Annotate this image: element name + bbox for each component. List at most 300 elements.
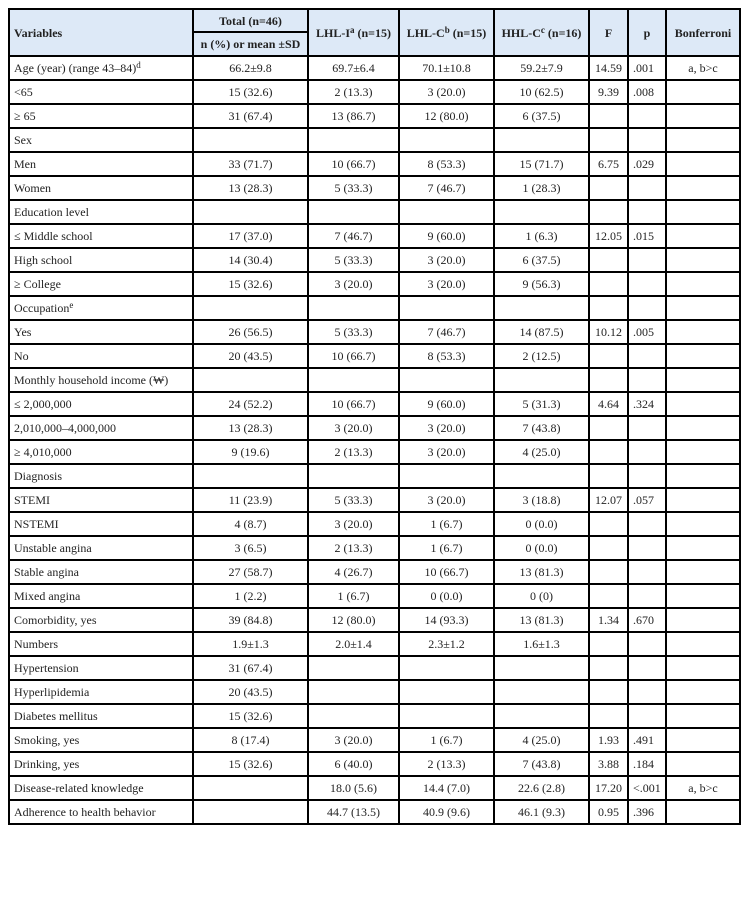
cell-p: .029: [628, 152, 666, 176]
cell-bonferroni: [666, 560, 740, 584]
cell-p: [628, 368, 666, 392]
cell-variable: [9, 704, 193, 728]
table-row: [9, 584, 740, 608]
cell-p: [628, 200, 666, 224]
cell-lhl-c: 2 (13.3): [399, 752, 494, 776]
cell-lhl-c: 3 (20.0): [399, 272, 494, 296]
cell-bonferroni: [666, 80, 740, 104]
cell-hhl-c: 1 (6.3): [494, 224, 589, 248]
cell-f: 3.88: [589, 752, 628, 776]
cell-hhl-c: 14 (87.5): [494, 320, 589, 344]
cell-bonferroni: [666, 416, 740, 440]
cell-total: 39 (84.8): [193, 608, 308, 632]
cell-lhl-i: [308, 296, 399, 320]
header-lhl-c-sup: b: [444, 24, 450, 35]
variable-label: 2,010,000–4,000,000: [14, 421, 116, 435]
cell-p: [628, 296, 666, 320]
cell-lhl-i: 2 (13.3): [308, 440, 399, 464]
header-hhl-c-n: (n=16): [544, 25, 582, 40]
cell-f: [589, 296, 628, 320]
header-f: F: [589, 9, 628, 56]
variable-label: Monthly household income (₩): [14, 373, 169, 387]
cell-lhl-c: 40.9 (9.6): [399, 800, 494, 824]
cell-variable: [9, 104, 193, 128]
variable-label: Sex: [14, 133, 32, 147]
cell-bonferroni: [666, 752, 740, 776]
table-row: [9, 272, 740, 296]
cell-lhl-i: [308, 200, 399, 224]
cell-lhl-c: 10 (66.7): [399, 560, 494, 584]
cell-total: 17 (37.0): [193, 224, 308, 248]
cell-f: [589, 416, 628, 440]
variable-label: ≥ 65: [14, 109, 36, 123]
cell-lhl-i: 3 (20.0): [308, 512, 399, 536]
table-row: [9, 752, 740, 776]
header-total-sub: n (%) or mean ±SD: [193, 32, 308, 56]
cell-variable: [9, 416, 193, 440]
cell-bonferroni: [666, 464, 740, 488]
cell-variable: [9, 344, 193, 368]
cell-hhl-c: 6 (37.5): [494, 248, 589, 272]
table-row: [9, 296, 740, 320]
cell-lhl-c: [399, 680, 494, 704]
cell-p: [628, 128, 666, 152]
header-variables: Variables: [9, 9, 193, 56]
cell-variable: [9, 248, 193, 272]
cell-total: 8 (17.4): [193, 728, 308, 752]
header-lhl-c-label: LHL-C: [406, 25, 445, 40]
cell-variable: [9, 632, 193, 656]
cell-variable: [9, 392, 193, 416]
header-lhl-i-label: LHL-I: [315, 25, 350, 40]
cell-lhl-c: 3 (20.0): [399, 488, 494, 512]
header-lhl-c-n: (n=15): [449, 25, 487, 40]
variable-label: Stable angina: [14, 565, 79, 579]
cell-lhl-c: [399, 656, 494, 680]
cell-hhl-c: 9 (56.3): [494, 272, 589, 296]
cell-lhl-i: [308, 680, 399, 704]
cell-bonferroni: [666, 632, 740, 656]
cell-total: 33 (71.7): [193, 152, 308, 176]
cell-lhl-i: 5 (33.3): [308, 488, 399, 512]
table-row: [9, 704, 740, 728]
cell-variable: [9, 80, 193, 104]
cell-lhl-i: 5 (33.3): [308, 248, 399, 272]
cell-bonferroni: [666, 704, 740, 728]
cell-lhl-c: 3 (20.0): [399, 416, 494, 440]
cell-bonferroni: [666, 128, 740, 152]
variable-label: No: [14, 349, 29, 363]
cell-bonferroni: [666, 368, 740, 392]
cell-total: 1.9±1.3: [193, 632, 308, 656]
cell-p: [628, 176, 666, 200]
table-row: [9, 632, 740, 656]
table-body: [9, 56, 740, 824]
variable-label: <65: [14, 85, 33, 99]
cell-f: 9.39: [589, 80, 628, 104]
variable-label: ≤ Middle school: [14, 229, 93, 243]
cell-f: [589, 584, 628, 608]
cell-variable: [9, 176, 193, 200]
cell-lhl-c: 3 (20.0): [399, 248, 494, 272]
header-hhl-c-sup: c: [540, 24, 545, 35]
cell-hhl-c: 13 (81.3): [494, 560, 589, 584]
cell-f: 14.59: [589, 56, 628, 80]
cell-lhl-c: 8 (53.3): [399, 152, 494, 176]
cell-hhl-c: 4 (25.0): [494, 440, 589, 464]
cell-variable: [9, 680, 193, 704]
cell-total: [193, 128, 308, 152]
variable-label: Women: [14, 181, 52, 195]
cell-bonferroni: [666, 440, 740, 464]
table-row: [9, 800, 740, 824]
cell-lhl-c: 0 (0.0): [399, 584, 494, 608]
variable-label: ≤ 2,000,000: [14, 397, 72, 411]
cell-lhl-c: [399, 128, 494, 152]
cell-lhl-c: 14 (93.3): [399, 608, 494, 632]
cell-f: [589, 656, 628, 680]
cell-hhl-c: 4 (25.0): [494, 728, 589, 752]
variable-label: Age (year) (range 43–84): [14, 61, 137, 75]
cell-f: [589, 368, 628, 392]
cell-lhl-c: 7 (46.7): [399, 320, 494, 344]
variable-label: Disease-related knowledge: [14, 781, 144, 795]
cell-hhl-c: [494, 704, 589, 728]
cell-p: [628, 440, 666, 464]
cell-bonferroni: [666, 200, 740, 224]
cell-bonferroni: [666, 152, 740, 176]
table-row: [9, 416, 740, 440]
cell-bonferroni: a, b>c: [666, 56, 740, 80]
cell-bonferroni: [666, 176, 740, 200]
cell-variable: [9, 224, 193, 248]
table-row: [9, 728, 740, 752]
table-row: [9, 440, 740, 464]
cell-p: .670: [628, 608, 666, 632]
cell-lhl-i: 1 (6.7): [308, 584, 399, 608]
cell-hhl-c: [494, 296, 589, 320]
table-row: [9, 248, 740, 272]
cell-lhl-i: 69.7±6.4: [308, 56, 399, 80]
cell-variable: [9, 152, 193, 176]
cell-lhl-c: [399, 704, 494, 728]
cell-lhl-c: 2.3±1.2: [399, 632, 494, 656]
cell-f: [589, 560, 628, 584]
cell-f: [589, 104, 628, 128]
cell-lhl-i: 10 (66.7): [308, 392, 399, 416]
cell-p: [628, 536, 666, 560]
cell-lhl-i: 18.0 (5.6): [308, 776, 399, 800]
cell-bonferroni: [666, 584, 740, 608]
cell-f: [589, 248, 628, 272]
cell-p: .491: [628, 728, 666, 752]
cell-f: [589, 176, 628, 200]
cell-total: 66.2±9.8: [193, 56, 308, 80]
table-row: [9, 680, 740, 704]
cell-bonferroni: [666, 488, 740, 512]
cell-p: .057: [628, 488, 666, 512]
cell-f: [589, 680, 628, 704]
cell-lhl-c: 9 (60.0): [399, 224, 494, 248]
cell-bonferroni: [666, 800, 740, 824]
cell-total: 20 (43.5): [193, 344, 308, 368]
cell-total: 27 (58.7): [193, 560, 308, 584]
cell-bonferroni: [666, 512, 740, 536]
cell-lhl-i: 3 (20.0): [308, 728, 399, 752]
variable-footnote-sup: d: [136, 60, 141, 70]
cell-total: 15 (32.6): [193, 752, 308, 776]
cell-f: [589, 128, 628, 152]
variable-label: Occupation: [14, 301, 70, 315]
cell-lhl-i: 2 (13.3): [308, 80, 399, 104]
header-hhl-c: [494, 9, 589, 56]
cell-p: .015: [628, 224, 666, 248]
cell-lhl-i: [308, 704, 399, 728]
cell-p: .324: [628, 392, 666, 416]
cell-f: [589, 512, 628, 536]
cell-hhl-c: 0 (0.0): [494, 512, 589, 536]
cell-total: [193, 464, 308, 488]
table-row: [9, 464, 740, 488]
cell-lhl-i: 3 (20.0): [308, 272, 399, 296]
cell-bonferroni: [666, 728, 740, 752]
cell-variable: [9, 728, 193, 752]
table-row: [9, 56, 740, 80]
cell-lhl-i: 2 (13.3): [308, 536, 399, 560]
cell-lhl-i: 4 (26.7): [308, 560, 399, 584]
cell-lhl-c: 1 (6.7): [399, 512, 494, 536]
cell-p: [628, 416, 666, 440]
cell-f: [589, 200, 628, 224]
header-lhl-i: [308, 9, 399, 56]
variable-label: Numbers: [14, 637, 58, 651]
cell-bonferroni: [666, 272, 740, 296]
cell-variable: [9, 464, 193, 488]
cell-bonferroni: [666, 248, 740, 272]
table-row: [9, 488, 740, 512]
cell-lhl-i: 10 (66.7): [308, 152, 399, 176]
cell-variable: [9, 368, 193, 392]
cell-bonferroni: [666, 344, 740, 368]
cell-p: [628, 656, 666, 680]
cell-lhl-i: 44.7 (13.5): [308, 800, 399, 824]
cell-total: 14 (30.4): [193, 248, 308, 272]
cell-hhl-c: 7 (43.8): [494, 416, 589, 440]
table-row: [9, 200, 740, 224]
cell-hhl-c: [494, 368, 589, 392]
cell-hhl-c: [494, 464, 589, 488]
cell-hhl-c: 10 (62.5): [494, 80, 589, 104]
cell-total: [193, 368, 308, 392]
variable-label: NSTEMI: [14, 517, 59, 531]
cell-bonferroni: [666, 296, 740, 320]
cell-hhl-c: 5 (31.3): [494, 392, 589, 416]
header-p: p: [628, 9, 666, 56]
table-row: [9, 392, 740, 416]
table-row: [9, 536, 740, 560]
cell-variable: [9, 296, 193, 320]
cell-lhl-i: [308, 656, 399, 680]
cell-bonferroni: [666, 536, 740, 560]
table-row: [9, 608, 740, 632]
cell-variable: [9, 512, 193, 536]
cell-p: [628, 680, 666, 704]
cell-variable: [9, 536, 193, 560]
table-row: [9, 176, 740, 200]
cell-f: 1.93: [589, 728, 628, 752]
table-row: [9, 104, 740, 128]
cell-lhl-i: 5 (33.3): [308, 176, 399, 200]
cell-lhl-i: 13 (86.7): [308, 104, 399, 128]
variable-label: Education level: [14, 205, 89, 219]
cell-bonferroni: [666, 224, 740, 248]
table-row: [9, 776, 740, 800]
cell-f: [589, 344, 628, 368]
cell-lhl-i: 10 (66.7): [308, 344, 399, 368]
cell-total: 11 (23.9): [193, 488, 308, 512]
cell-variable: [9, 272, 193, 296]
variable-label: Diabetes mellitus: [14, 709, 98, 723]
variable-label: Men: [14, 157, 36, 171]
cell-bonferroni: [666, 392, 740, 416]
header-bonferroni: Bonferroni: [666, 9, 740, 56]
cell-lhl-c: 9 (60.0): [399, 392, 494, 416]
cell-lhl-i: 3 (20.0): [308, 416, 399, 440]
header-lhl-i-n: (n=15): [354, 25, 392, 40]
cell-total: 20 (43.5): [193, 680, 308, 704]
variable-label: Hypertension: [14, 661, 79, 675]
cell-variable: [9, 608, 193, 632]
cell-variable: [9, 200, 193, 224]
cell-p: .001: [628, 56, 666, 80]
cell-f: 12.07: [589, 488, 628, 512]
variable-label: Smoking, yes: [14, 733, 80, 747]
cell-total: [193, 800, 308, 824]
cell-p: .005: [628, 320, 666, 344]
table-row: [9, 344, 740, 368]
cell-hhl-c: 1.6±1.3: [494, 632, 589, 656]
cell-p: [628, 512, 666, 536]
cell-lhl-c: [399, 464, 494, 488]
cell-total: 31 (67.4): [193, 104, 308, 128]
characteristics-table: [8, 8, 741, 825]
cell-total: 1 (2.2): [193, 584, 308, 608]
variable-label: Adherence to health behavior: [14, 805, 156, 819]
variable-label: Comorbidity, yes: [14, 613, 97, 627]
cell-f: [589, 632, 628, 656]
cell-hhl-c: 46.1 (9.3): [494, 800, 589, 824]
variable-label: Mixed angina: [14, 589, 81, 603]
cell-lhl-c: [399, 200, 494, 224]
cell-lhl-i: [308, 128, 399, 152]
cell-f: [589, 536, 628, 560]
cell-hhl-c: 22.6 (2.8): [494, 776, 589, 800]
cell-hhl-c: 2 (12.5): [494, 344, 589, 368]
cell-total: 15 (32.6): [193, 80, 308, 104]
cell-f: 1.34: [589, 608, 628, 632]
table-row: [9, 224, 740, 248]
cell-lhl-c: 7 (46.7): [399, 176, 494, 200]
cell-p: [628, 272, 666, 296]
cell-total: 4 (8.7): [193, 512, 308, 536]
cell-lhl-c: 8 (53.3): [399, 344, 494, 368]
cell-hhl-c: 0 (0): [494, 584, 589, 608]
table-row: [9, 152, 740, 176]
cell-hhl-c: 7 (43.8): [494, 752, 589, 776]
cell-variable: [9, 776, 193, 800]
header-lhl-c: [399, 9, 494, 56]
cell-lhl-i: 7 (46.7): [308, 224, 399, 248]
cell-hhl-c: 1 (28.3): [494, 176, 589, 200]
cell-total: [193, 200, 308, 224]
cell-total: [193, 776, 308, 800]
cell-hhl-c: 15 (71.7): [494, 152, 589, 176]
cell-total: 3 (6.5): [193, 536, 308, 560]
cell-total: 13 (28.3): [193, 176, 308, 200]
variable-label: Drinking, yes: [14, 757, 80, 771]
cell-p: [628, 344, 666, 368]
cell-hhl-c: 3 (18.8): [494, 488, 589, 512]
cell-lhl-c: 70.1±10.8: [399, 56, 494, 80]
cell-variable: [9, 128, 193, 152]
table-row: [9, 368, 740, 392]
variable-label: STEMI: [14, 493, 50, 507]
cell-hhl-c: [494, 656, 589, 680]
cell-hhl-c: [494, 680, 589, 704]
cell-p: [628, 704, 666, 728]
variable-label: Diagnosis: [14, 469, 62, 483]
cell-variable: [9, 800, 193, 824]
cell-p: .184: [628, 752, 666, 776]
cell-lhl-c: 3 (20.0): [399, 80, 494, 104]
cell-lhl-c: [399, 368, 494, 392]
cell-variable: [9, 656, 193, 680]
cell-total: 15 (32.6): [193, 272, 308, 296]
cell-hhl-c: 6 (37.5): [494, 104, 589, 128]
cell-p: [628, 632, 666, 656]
cell-f: [589, 440, 628, 464]
cell-f: [589, 272, 628, 296]
variable-label: ≥ 4,010,000: [14, 445, 72, 459]
cell-bonferroni: [666, 320, 740, 344]
cell-variable: [9, 440, 193, 464]
cell-lhl-c: 12 (80.0): [399, 104, 494, 128]
cell-variable: [9, 752, 193, 776]
cell-p: .396: [628, 800, 666, 824]
variable-footnote-sup: e: [69, 300, 74, 310]
cell-lhl-c: 3 (20.0): [399, 440, 494, 464]
table-row: [9, 512, 740, 536]
cell-f: [589, 704, 628, 728]
variable-label: High school: [14, 253, 73, 267]
header-lhl-i-sup: a: [350, 24, 355, 35]
cell-lhl-i: 5 (33.3): [308, 320, 399, 344]
cell-lhl-c: [399, 296, 494, 320]
variable-label: ≥ College: [14, 277, 61, 291]
cell-lhl-i: 12 (80.0): [308, 608, 399, 632]
cell-hhl-c: [494, 128, 589, 152]
cell-bonferroni: [666, 104, 740, 128]
cell-p: <.001: [628, 776, 666, 800]
cell-hhl-c: 59.2±7.9: [494, 56, 589, 80]
cell-bonferroni: [666, 608, 740, 632]
cell-f: 12.05: [589, 224, 628, 248]
cell-p: [628, 584, 666, 608]
header-total: Total (n=46): [193, 9, 308, 32]
cell-bonferroni: a, b>c: [666, 776, 740, 800]
cell-variable: [9, 56, 193, 80]
cell-total: [193, 296, 308, 320]
